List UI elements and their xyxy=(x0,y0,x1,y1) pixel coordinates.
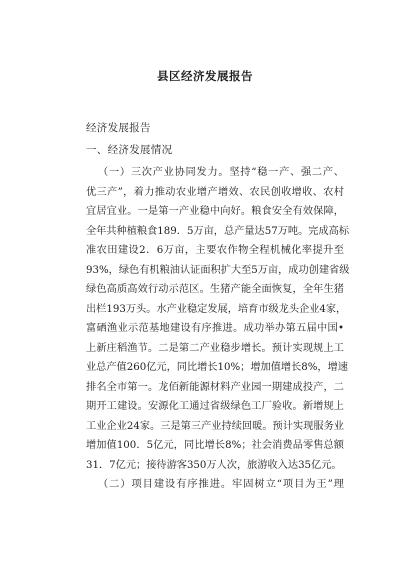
text-line: 93%，绿色有机粮油认证面积扩大至5万亩，成功创建省级 xyxy=(86,264,350,276)
text-line: 优三产”，着力推动农业增产增效、农民创收增收、农村 xyxy=(86,186,344,198)
text-line: 富硒渔业示范基地建设有序推进。成功举办第五届中国• xyxy=(86,323,344,334)
text-line: 上新庄稻渔节。二是第二产业稳步增长。预计实现规上工 xyxy=(86,342,344,354)
text-line: 工业企业24家。三是第三产业持续回暖。预计实现服务业 xyxy=(86,420,344,432)
text-line: 绿色高质高效行动示范区。生猪产能全面恢复，全年生猪 xyxy=(86,284,344,295)
document-subtitle: 经济发展报告 xyxy=(86,122,151,134)
section-heading: 一、经济发展情况 xyxy=(86,144,173,156)
text-line: 排名全市第一。龙佰新能源材料产业园一期建成投产，二 xyxy=(86,381,344,393)
text-line: 业总产值260亿元，同比增长10%；增加值增长8%，增速 xyxy=(86,362,348,373)
body-text xyxy=(86,163,350,495)
text-line: 出栏193万头。水产业稳定发展，培育市级龙头企业4家， xyxy=(86,303,347,315)
text-line: 全年共种植粮食189．5万亩，总产量达57万吨。完成高标 xyxy=(86,225,350,237)
text-line: （一）三次产业协同发力。坚持“稳一产、强二产、 xyxy=(98,167,344,178)
text-line: 宜居宜业。一是第一产业稳中向好。粮食安全有效保障， xyxy=(86,206,344,217)
text-line: 增加值100．5亿元，同比增长8%；社会消费品零售总额 xyxy=(86,440,344,451)
text-line: （二）项目建设有序推进。牢固树立“项目为王”理 xyxy=(98,479,344,490)
text-line: 准农田建设2．6万亩，主要农作物全程机械化率提升至 xyxy=(86,245,344,256)
document-title: 县区经济发展报告 xyxy=(157,69,253,83)
text-line: 31．7亿元；接待游客350万人次，旅游收入达35亿元。 xyxy=(86,459,342,471)
text-line: 期开工建设。安源化工通过省级绿色工厂验收。新增规上 xyxy=(86,401,344,412)
